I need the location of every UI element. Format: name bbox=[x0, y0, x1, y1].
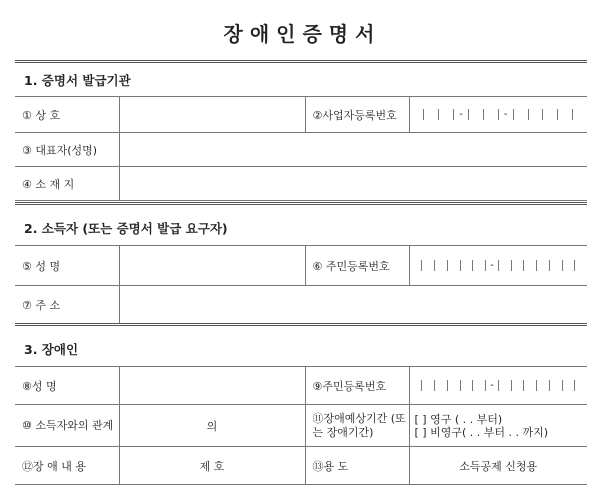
location-field[interactable] bbox=[119, 167, 587, 201]
digit-box[interactable] bbox=[460, 380, 473, 391]
trade-name-field[interactable] bbox=[119, 97, 305, 133]
person-rrn-label: ⑨주민등록번호 bbox=[305, 367, 409, 405]
digit-box[interactable] bbox=[536, 260, 549, 271]
section-1-heading: 1. 증명서 발급기관 bbox=[24, 73, 131, 88]
taxpayer-address-label: ⑦ 주 소 bbox=[15, 286, 119, 324]
digit-box[interactable] bbox=[483, 109, 498, 120]
digit-box[interactable] bbox=[410, 260, 422, 271]
period-field[interactable] bbox=[409, 405, 587, 447]
taxpayer-rrn-field[interactable] bbox=[409, 246, 587, 286]
dash[interactable]: - bbox=[453, 109, 468, 120]
biz-reg-no-label: ②사업자등록번호 bbox=[305, 97, 409, 133]
representative-field[interactable] bbox=[119, 133, 587, 167]
digit-box[interactable] bbox=[498, 260, 511, 271]
trade-name-label: ① 상 호 bbox=[15, 97, 119, 133]
digit-box[interactable] bbox=[574, 260, 587, 271]
person-rrn-field[interactable] bbox=[409, 367, 587, 405]
person-name-field[interactable] bbox=[119, 367, 305, 405]
digit-box[interactable] bbox=[498, 380, 511, 391]
digit-box[interactable] bbox=[562, 380, 575, 391]
digit-box[interactable] bbox=[434, 380, 447, 391]
digit-box[interactable] bbox=[574, 380, 587, 391]
section-3-heading: 3. 장애인 bbox=[24, 342, 79, 357]
digit-box[interactable] bbox=[468, 109, 483, 120]
digit-box[interactable] bbox=[523, 380, 536, 391]
digit-box[interactable] bbox=[511, 380, 524, 391]
digit-box[interactable] bbox=[536, 380, 549, 391]
taxpayer-rrn-label: ⑥ 주민등록번호 bbox=[305, 246, 409, 286]
section-2-heading: 2. 소득자 (또는 증명서 발급 요구자) bbox=[24, 221, 228, 236]
permanent-option[interactable]: [ ] 영구 ( . . 부터) bbox=[414, 412, 503, 426]
digit-box[interactable] bbox=[472, 260, 485, 271]
digit-box[interactable] bbox=[562, 260, 575, 271]
digit-box[interactable] bbox=[549, 260, 562, 271]
representative-label: ③ 대표자(성명) bbox=[15, 133, 119, 167]
digit-box[interactable] bbox=[447, 260, 460, 271]
digit-box[interactable] bbox=[421, 380, 434, 391]
taxpayer-name-field[interactable] bbox=[119, 246, 305, 286]
digit-box[interactable] bbox=[528, 109, 543, 120]
taxpayer-address-field[interactable] bbox=[119, 286, 587, 324]
issuer-table bbox=[15, 96, 587, 201]
section-divider bbox=[15, 323, 587, 326]
disability-content-label: ⑫장 애 내 용 bbox=[15, 447, 119, 485]
digit-box[interactable] bbox=[460, 260, 473, 271]
digit-box[interactable] bbox=[572, 109, 587, 120]
period-label: ⑪장애예상기간 (또는 장애기간) bbox=[305, 405, 409, 447]
taxpayer-table bbox=[15, 245, 587, 324]
biz-reg-no-field[interactable] bbox=[409, 97, 587, 133]
usage-label: ⑬용 도 bbox=[305, 447, 409, 485]
usage-value: 소득공제 신청용 bbox=[409, 447, 587, 485]
digit-box[interactable] bbox=[410, 380, 422, 391]
person-name-label: ⑧성 명 bbox=[15, 367, 119, 405]
digit-box[interactable] bbox=[542, 109, 557, 120]
digit-box[interactable] bbox=[549, 380, 562, 391]
disability-content-field[interactable]: 제 호 bbox=[119, 447, 305, 485]
location-label: ④ 소 재 지 bbox=[15, 167, 119, 201]
non-permanent-option[interactable]: [ ] 비영구( . . 부터 . . 까지) bbox=[414, 425, 549, 439]
digit-box[interactable] bbox=[423, 109, 438, 120]
digit-box[interactable] bbox=[557, 109, 572, 120]
section-divider bbox=[15, 60, 587, 63]
section-divider bbox=[15, 202, 587, 205]
digit-box[interactable] bbox=[438, 109, 453, 120]
digit-box[interactable] bbox=[434, 260, 447, 271]
disabled-person-table bbox=[15, 366, 587, 485]
dash[interactable]: - bbox=[485, 380, 498, 391]
digit-box[interactable] bbox=[513, 109, 528, 120]
relation-field[interactable]: 의 bbox=[119, 405, 305, 447]
digit-box[interactable] bbox=[421, 260, 434, 271]
digit-box[interactable] bbox=[447, 380, 460, 391]
relation-label: ⑩ 소득자와의 관계 bbox=[15, 405, 119, 447]
dash[interactable]: - bbox=[498, 109, 513, 120]
dash[interactable]: - bbox=[485, 260, 498, 271]
document-title: 장애인증명서 bbox=[223, 22, 382, 46]
digit-box[interactable] bbox=[523, 260, 536, 271]
digit-box[interactable] bbox=[472, 380, 485, 391]
digit-box[interactable] bbox=[511, 260, 524, 271]
taxpayer-name-label: ⑤ 성 명 bbox=[15, 246, 119, 286]
digit-box[interactable] bbox=[410, 109, 424, 120]
